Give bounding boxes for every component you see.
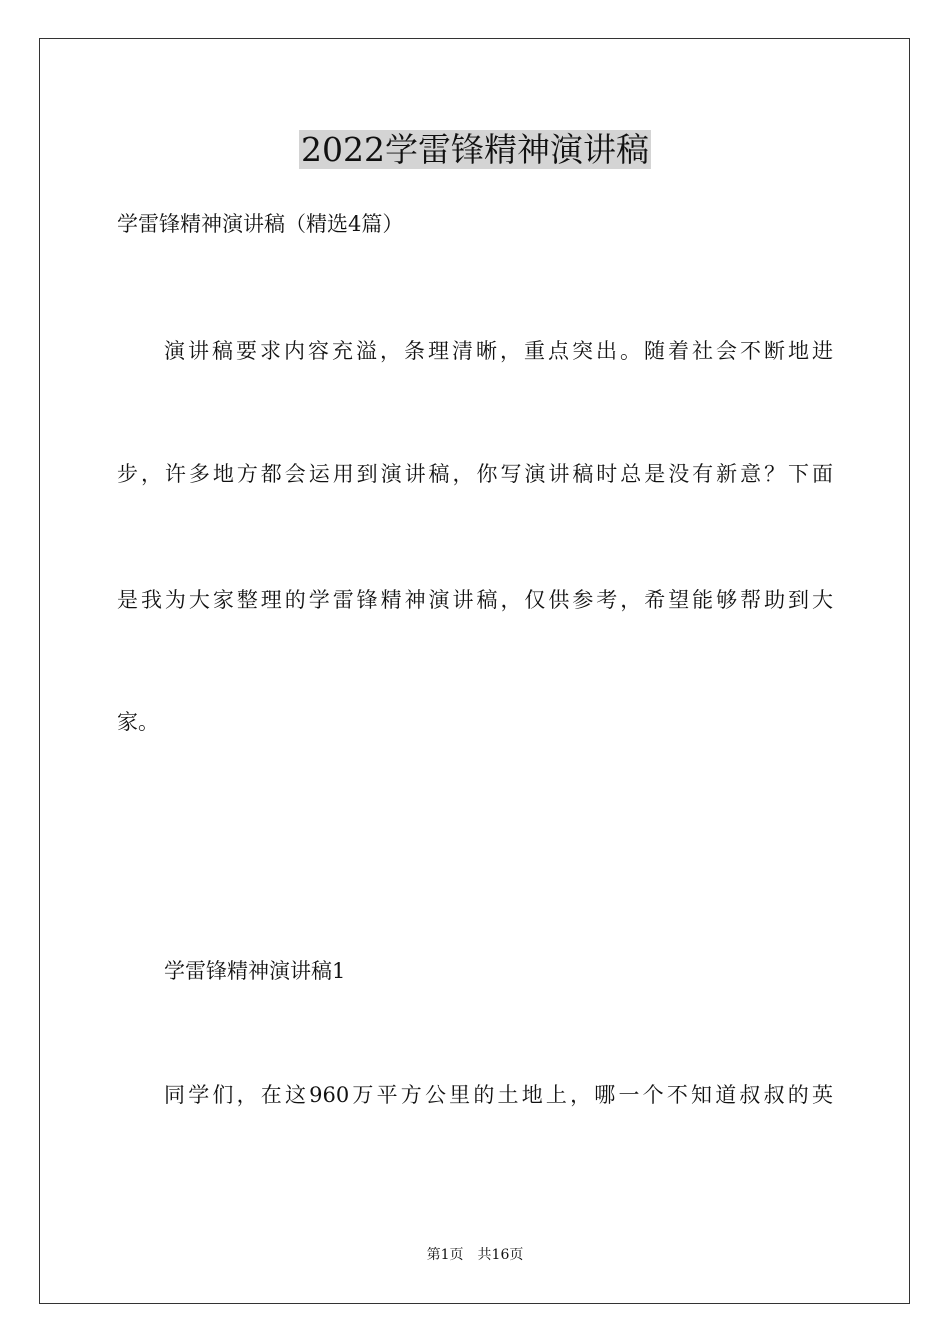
intro-line: 步，许多地方都会运用到演讲稿，你写演讲稿时总是没有新意？下面	[117, 462, 833, 486]
intro-line: 是我为大家整理的学雷锋精神演讲稿，仅供参考，希望能够帮助到大	[117, 588, 833, 612]
body-line: 同学们，在这960万平方公里的土地上，哪一个不知道叔叔的英	[164, 1083, 833, 1107]
document-subtitle: 学雷锋精神演讲稿（精选4篇）	[117, 212, 404, 236]
document-title-text: 2022学雷锋精神演讲稿	[301, 130, 649, 169]
document-title	[0, 128, 950, 172]
section-heading: 学雷锋精神演讲稿1	[164, 959, 346, 983]
intro-line: 演讲稿要求内容充溢，条理清晰，重点突出。随着社会不断地进	[164, 339, 833, 363]
intro-line: 家。	[117, 710, 159, 734]
page-number-footer: 第1页 共16页	[426, 1247, 524, 1263]
